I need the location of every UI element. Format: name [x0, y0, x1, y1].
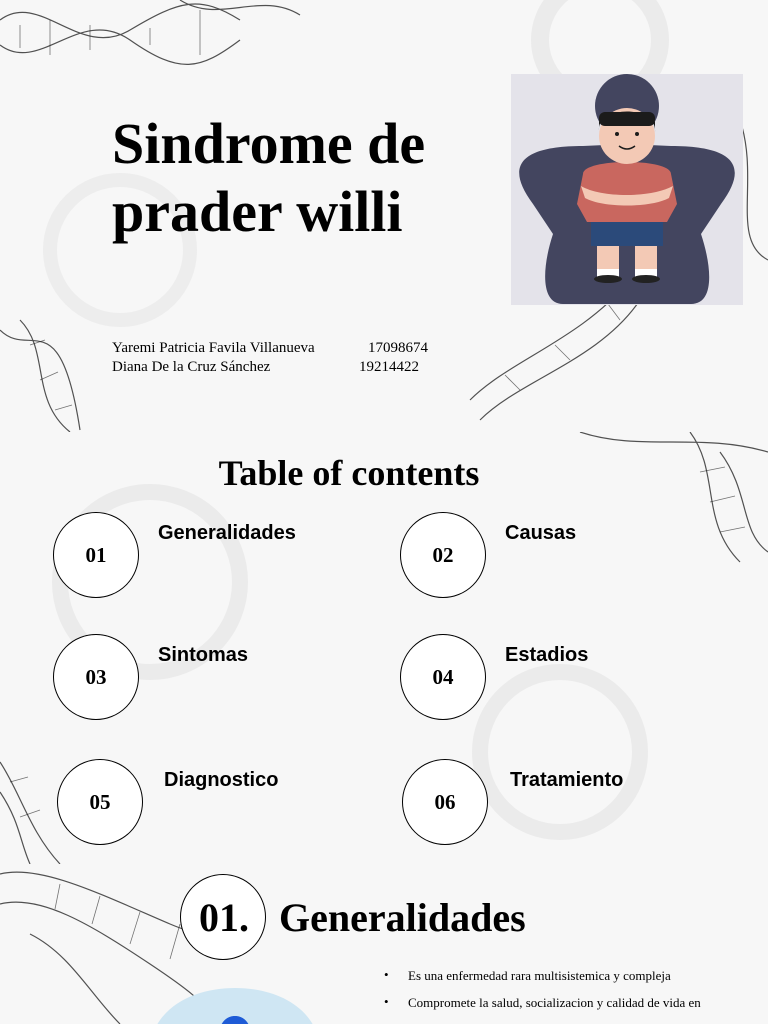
toc-label: Generalidades [158, 522, 296, 544]
toc-number: 05 [89, 789, 111, 814]
contents-slide [0, 432, 768, 864]
bullet-item: • Es una enfermedad rara multisistemica y compleja [384, 968, 701, 995]
toc-number: 06 [434, 789, 456, 814]
author-id: 17098674 [368, 340, 428, 356]
author-name: Diana De la Cruz Sánchez [112, 359, 271, 375]
child-on-star-illustration [511, 74, 743, 305]
page-title [112, 110, 492, 246]
title-line-2: prader willi [112, 179, 403, 244]
bullet-list [384, 968, 701, 1022]
toc-number: 01 [85, 542, 107, 567]
toc-label: Tratamiento [510, 769, 624, 791]
toc-number: 03 [85, 664, 107, 689]
toc-number-circle [400, 512, 486, 598]
section-title: Generalidades [279, 895, 526, 940]
author-row [112, 358, 442, 377]
author-row [112, 339, 442, 358]
author-name: Yaremi Patricia Favila Villanueva [112, 340, 315, 356]
bullet-item: • Compromete la salud, socializacion y calidad de vida en [384, 995, 701, 1022]
authors-block [112, 339, 442, 377]
toc-label: Diagnostico [164, 769, 279, 791]
author-id: 19214422 [359, 359, 419, 375]
toc-label: Sintomas [158, 644, 249, 666]
toc-number: 02 [432, 542, 454, 567]
title-line-1: Sindrome de [112, 111, 426, 176]
toc-label: Estadios [505, 644, 589, 666]
cover-slide [0, 0, 768, 432]
toc-number-circle [53, 512, 139, 598]
section-number: 01. [199, 895, 249, 940]
section-slide [0, 864, 768, 1024]
toc-number: 04 [432, 664, 454, 689]
decorative-blue-shape [140, 982, 330, 1024]
toc-number-circle [402, 759, 488, 845]
toc-label: Causas [505, 522, 577, 544]
toc-number-circle [57, 759, 143, 845]
contents-title: Table of contents [218, 453, 480, 493]
toc-number-circle [53, 634, 139, 720]
toc-number-circle [400, 634, 486, 720]
